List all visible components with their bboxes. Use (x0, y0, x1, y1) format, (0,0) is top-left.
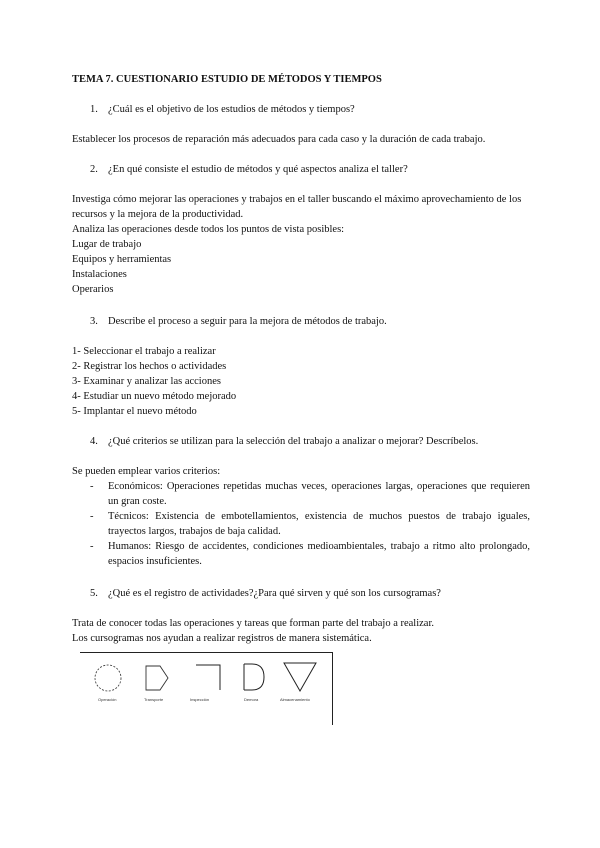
question-text: ¿Qué criterios se utilizan para la selección del trabajo a analizar o mejorar? Descríbelos. (108, 436, 479, 447)
symbol-label: Operación (98, 697, 117, 702)
symbol-label: Inspección (190, 697, 210, 702)
symbol-label: Transporte (144, 697, 164, 702)
symbol-label: Almacenamiento (280, 697, 310, 702)
question-3 (90, 314, 387, 329)
list-item (72, 509, 530, 539)
document-title: TEMA 7. CUESTIONARIO ESTUDIO DE MÉTODOS Y TIEMPOS (72, 74, 382, 85)
question-5 (90, 586, 441, 601)
list-item: 5- Implantar el nuevo método (72, 406, 197, 417)
list-item-text: Técnicos: Existencia de embotellamientos, existencia de muchos puestos de trabajo iguales, trayectos largos, trabajos de baja calidad. (108, 511, 530, 537)
dash-bullet: - (90, 541, 94, 552)
question-number: 3. (90, 316, 98, 327)
operation-icon (95, 665, 121, 691)
answer-2 (72, 192, 530, 297)
delay-d-icon (244, 664, 264, 690)
answer-2-paragraph: Investiga cómo mejorar las operaciones y trabajos en el taller buscando el máximo aprovechamiento de los recursos y la mejora de la productividad. (72, 194, 522, 220)
answer-3 (72, 344, 530, 419)
list-item: 3- Examinar y analizar las acciones (72, 376, 221, 387)
question-number: 2. (90, 164, 98, 175)
list-item: Instalaciones (72, 269, 127, 280)
symbol-label: Demora (244, 697, 259, 702)
list-item: 1- Seleccionar el trabajo a realizar (72, 346, 216, 357)
list-item: 2- Registrar los hechos o actividades (72, 361, 227, 372)
criteria-list (72, 479, 530, 569)
question-1 (90, 102, 355, 117)
list-item: Lugar de trabajo (72, 239, 142, 250)
list-item: Equipos y herramientas (72, 254, 172, 265)
answer-5-line: Los cursogramas nos ayudan a realizar registros de manera sistemática. (72, 633, 372, 644)
question-text: ¿Cuál es el objetivo de los estudios de métodos y tiempos? (108, 104, 355, 115)
question-text: Describe el proceso a seguir para la mejora de métodos de trabajo. (108, 316, 387, 327)
question-number: 1. (90, 104, 98, 115)
question-number: 5. (90, 588, 98, 599)
question-text: ¿En qué consiste el estudio de métodos y qué aspectos analiza el taller? (108, 164, 408, 175)
answer-5-line: Trata de conocer todas las operaciones y tareas que forman parte del trabajo a realizar. (72, 618, 434, 629)
list-item-text: Económicos: Operaciones repetidas muchas veces, operaciones largas, operaciones que requieren un gran coste. (108, 481, 530, 507)
storage-triangle-icon (284, 663, 316, 691)
list-item (72, 539, 530, 569)
inspection-square-icon (196, 665, 220, 690)
question-4 (90, 434, 478, 449)
cursograma-symbols-figure (80, 652, 333, 725)
answer-1: Establecer los procesos de reparación más adecuados para cada caso y la duración de cada trabajo. (72, 134, 486, 145)
symbols-svg (80, 653, 332, 725)
list-item: Operarios (72, 284, 114, 295)
dash-bullet: - (90, 511, 94, 522)
dash-bullet: - (90, 481, 94, 492)
question-text: ¿Qué es el registro de actividades?¿Para qué sirven y qué son los cursogramas? (108, 588, 441, 599)
list-item (72, 479, 530, 509)
question-2 (90, 162, 408, 177)
answer-2-intro: Analiza las operaciones desde todos los puntos de vista posibles: (72, 224, 345, 235)
question-number: 4. (90, 436, 98, 447)
transport-arrow-icon (146, 666, 168, 690)
answer-5 (72, 616, 530, 646)
list-item-text: Humanos: Riesgo de accidentes, condiciones medioambientales, trabajo a ritmo alto prolongado, espacios insuficientes. (108, 541, 530, 567)
answer-4-intro: Se pueden emplear varios criterios: (72, 466, 221, 477)
list-item: 4- Estudiar un nuevo método mejorado (72, 391, 237, 402)
